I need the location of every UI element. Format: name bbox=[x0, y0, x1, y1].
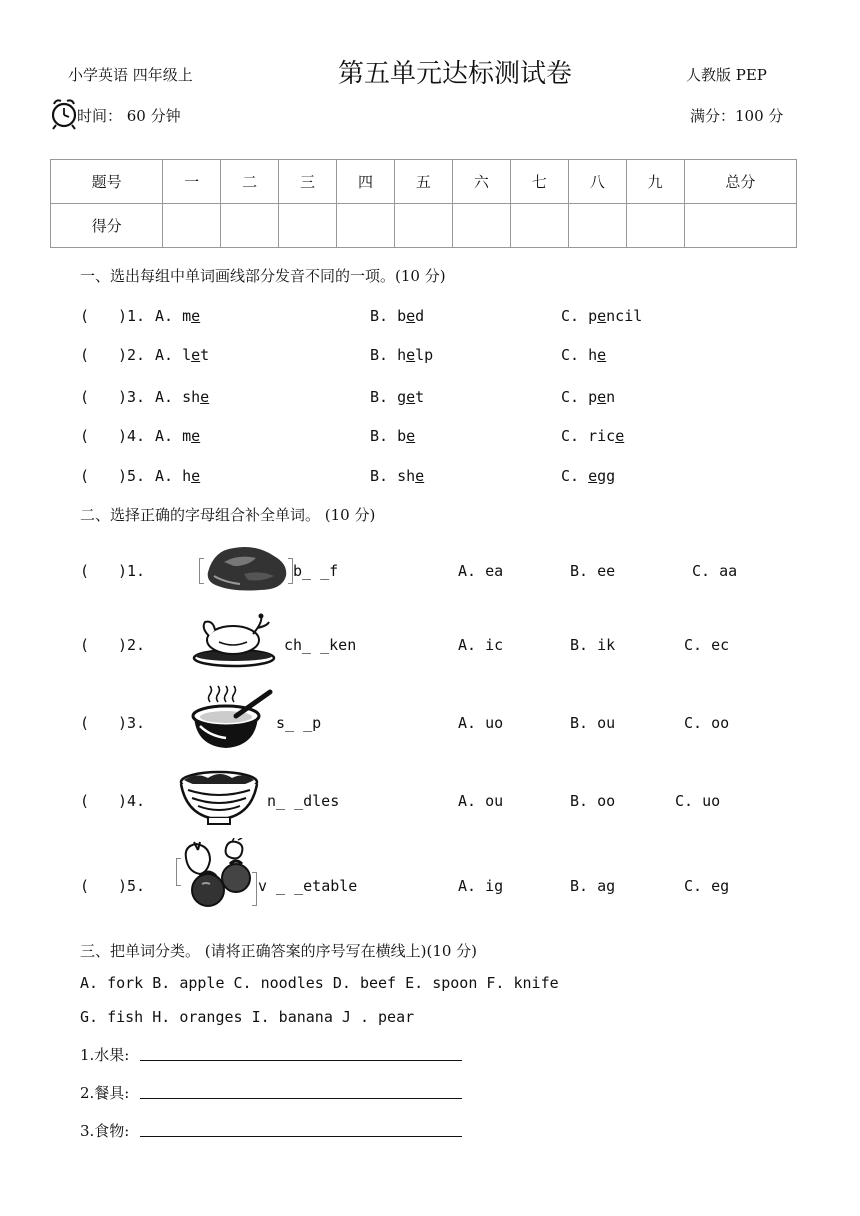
score-cell[interactable] bbox=[221, 204, 279, 248]
option-b: B. ik bbox=[570, 636, 616, 654]
table-cell: 四 bbox=[337, 160, 395, 204]
fill-word: v _ _etable bbox=[258, 877, 358, 895]
score-cell[interactable] bbox=[337, 204, 395, 248]
table-cell: 七 bbox=[510, 160, 568, 204]
item-number: )1. bbox=[118, 307, 146, 325]
header-left: 小学英语 四年级上 bbox=[68, 66, 193, 84]
option-c: C. he bbox=[561, 346, 607, 364]
option-a: A. ou bbox=[458, 792, 504, 810]
category-tableware-label: 2.餐具: bbox=[80, 1084, 130, 1102]
answer-paren[interactable]: ( bbox=[80, 307, 90, 325]
option-b: B. she bbox=[370, 467, 425, 485]
option-b: B. get bbox=[370, 388, 425, 406]
option-c: C. eg bbox=[684, 877, 730, 895]
item-number: )5. bbox=[118, 877, 146, 895]
table-cell: 题号 bbox=[51, 160, 163, 204]
table-cell: 总分 bbox=[684, 160, 796, 204]
beef-icon bbox=[204, 542, 290, 594]
option-c: C. ec bbox=[684, 636, 730, 654]
score-cell[interactable] bbox=[279, 204, 337, 248]
option-a: A. me bbox=[155, 307, 201, 325]
answer-paren[interactable]: ( bbox=[80, 562, 90, 580]
option-b: B. ee bbox=[570, 562, 616, 580]
option-c: C. uo bbox=[675, 792, 721, 810]
score-cell[interactable] bbox=[568, 204, 626, 248]
table-cell: 三 bbox=[279, 160, 337, 204]
fill-word: s_ _p bbox=[276, 714, 322, 732]
page-title: 第五单元达标测试卷 bbox=[338, 59, 573, 89]
option-a: A. he bbox=[155, 467, 201, 485]
word-options-line1: A. fork B. apple C. noodles D. beef E. spoon F. knife bbox=[80, 974, 559, 992]
item-number: )3. bbox=[118, 388, 146, 406]
category-food-label: 3.食物: bbox=[80, 1122, 130, 1140]
vegetable-icon bbox=[180, 838, 256, 908]
score-cell[interactable] bbox=[626, 204, 684, 248]
answer-paren[interactable]: ( bbox=[80, 877, 90, 895]
answer-paren[interactable]: ( bbox=[80, 714, 90, 732]
score-table-header-row bbox=[51, 160, 797, 204]
item-number: )4. bbox=[118, 792, 146, 810]
option-a: A. ic bbox=[458, 636, 504, 654]
answer-paren[interactable]: ( bbox=[80, 792, 90, 810]
answer-paren[interactable]: ( bbox=[80, 427, 90, 445]
fill-word: b_ _f bbox=[293, 562, 339, 580]
score-cell[interactable] bbox=[452, 204, 510, 248]
bracket bbox=[252, 872, 257, 906]
score-cell[interactable] bbox=[394, 204, 452, 248]
answer-paren[interactable]: ( bbox=[80, 636, 90, 654]
option-b: B. oo bbox=[570, 792, 616, 810]
option-a: A. uo bbox=[458, 714, 504, 732]
table-cell: 八 bbox=[568, 160, 626, 204]
noodles-icon bbox=[178, 768, 260, 828]
option-b: B. bed bbox=[370, 307, 425, 325]
alarm-clock-icon bbox=[50, 98, 78, 130]
answer-paren[interactable]: ( bbox=[80, 388, 90, 406]
soup-icon bbox=[186, 682, 276, 752]
option-a: A. ea bbox=[458, 562, 504, 580]
word-options-line2: G. fish H. oranges I. banana J . pear bbox=[80, 1008, 415, 1026]
item-number: )5. bbox=[118, 467, 146, 485]
score-cell[interactable] bbox=[684, 204, 796, 248]
category-fruit-label: 1.水果: bbox=[80, 1046, 130, 1064]
table-cell: 五 bbox=[394, 160, 452, 204]
option-c: C. egg bbox=[561, 467, 616, 485]
option-b: B. ag bbox=[570, 877, 616, 895]
score-cell[interactable] bbox=[163, 204, 221, 248]
header-right: 人教版 PEP bbox=[686, 66, 767, 84]
option-a: A. let bbox=[155, 346, 210, 364]
option-c: C. pen bbox=[561, 388, 616, 406]
option-c: C. rice bbox=[561, 427, 625, 445]
full-score: 满分：100 分 bbox=[690, 107, 784, 125]
section1-heading: 一、选出每组中单词画线部分发音不同的一项。(10 分) bbox=[80, 267, 446, 285]
item-number: )1. bbox=[118, 562, 146, 580]
answer-paren[interactable]: ( bbox=[80, 346, 90, 364]
option-a: A. ig bbox=[458, 877, 504, 895]
table-cell: 二 bbox=[221, 160, 279, 204]
table-cell: 九 bbox=[626, 160, 684, 204]
answer-paren[interactable]: ( bbox=[80, 467, 90, 485]
option-b: B. ou bbox=[570, 714, 616, 732]
score-table-score-row bbox=[51, 204, 797, 248]
section3-heading: 三、把单词分类。 (请将正确答案的序号写在横线上)(10 分) bbox=[80, 942, 478, 960]
chicken-icon bbox=[191, 612, 277, 668]
fill-word: ch_ _ken bbox=[284, 636, 357, 654]
section2-heading: 二、选择正确的字母组合补全单词。 (10 分) bbox=[80, 506, 376, 524]
table-cell: 得分 bbox=[51, 204, 163, 248]
item-number: )2. bbox=[118, 346, 146, 364]
option-c: C. pencil bbox=[561, 307, 643, 325]
item-number: )3. bbox=[118, 714, 146, 732]
table-cell: 六 bbox=[452, 160, 510, 204]
category-tableware-answer-line[interactable] bbox=[140, 1098, 462, 1099]
score-cell[interactable] bbox=[510, 204, 568, 248]
option-b: B. be bbox=[370, 427, 416, 445]
option-a: A. me bbox=[155, 427, 201, 445]
option-a: A. she bbox=[155, 388, 210, 406]
category-fruit-answer-line[interactable] bbox=[140, 1060, 462, 1061]
table-cell: 一 bbox=[163, 160, 221, 204]
score-table bbox=[50, 159, 797, 248]
category-food-answer-line[interactable] bbox=[140, 1136, 462, 1137]
option-c: C. aa bbox=[692, 562, 738, 580]
option-c: C. oo bbox=[684, 714, 730, 732]
item-number: )4. bbox=[118, 427, 146, 445]
option-b: B. help bbox=[370, 346, 434, 364]
item-number: )2. bbox=[118, 636, 146, 654]
fill-word: n_ _dles bbox=[267, 792, 340, 810]
time-limit: 时间： 60 分钟 bbox=[77, 107, 181, 125]
